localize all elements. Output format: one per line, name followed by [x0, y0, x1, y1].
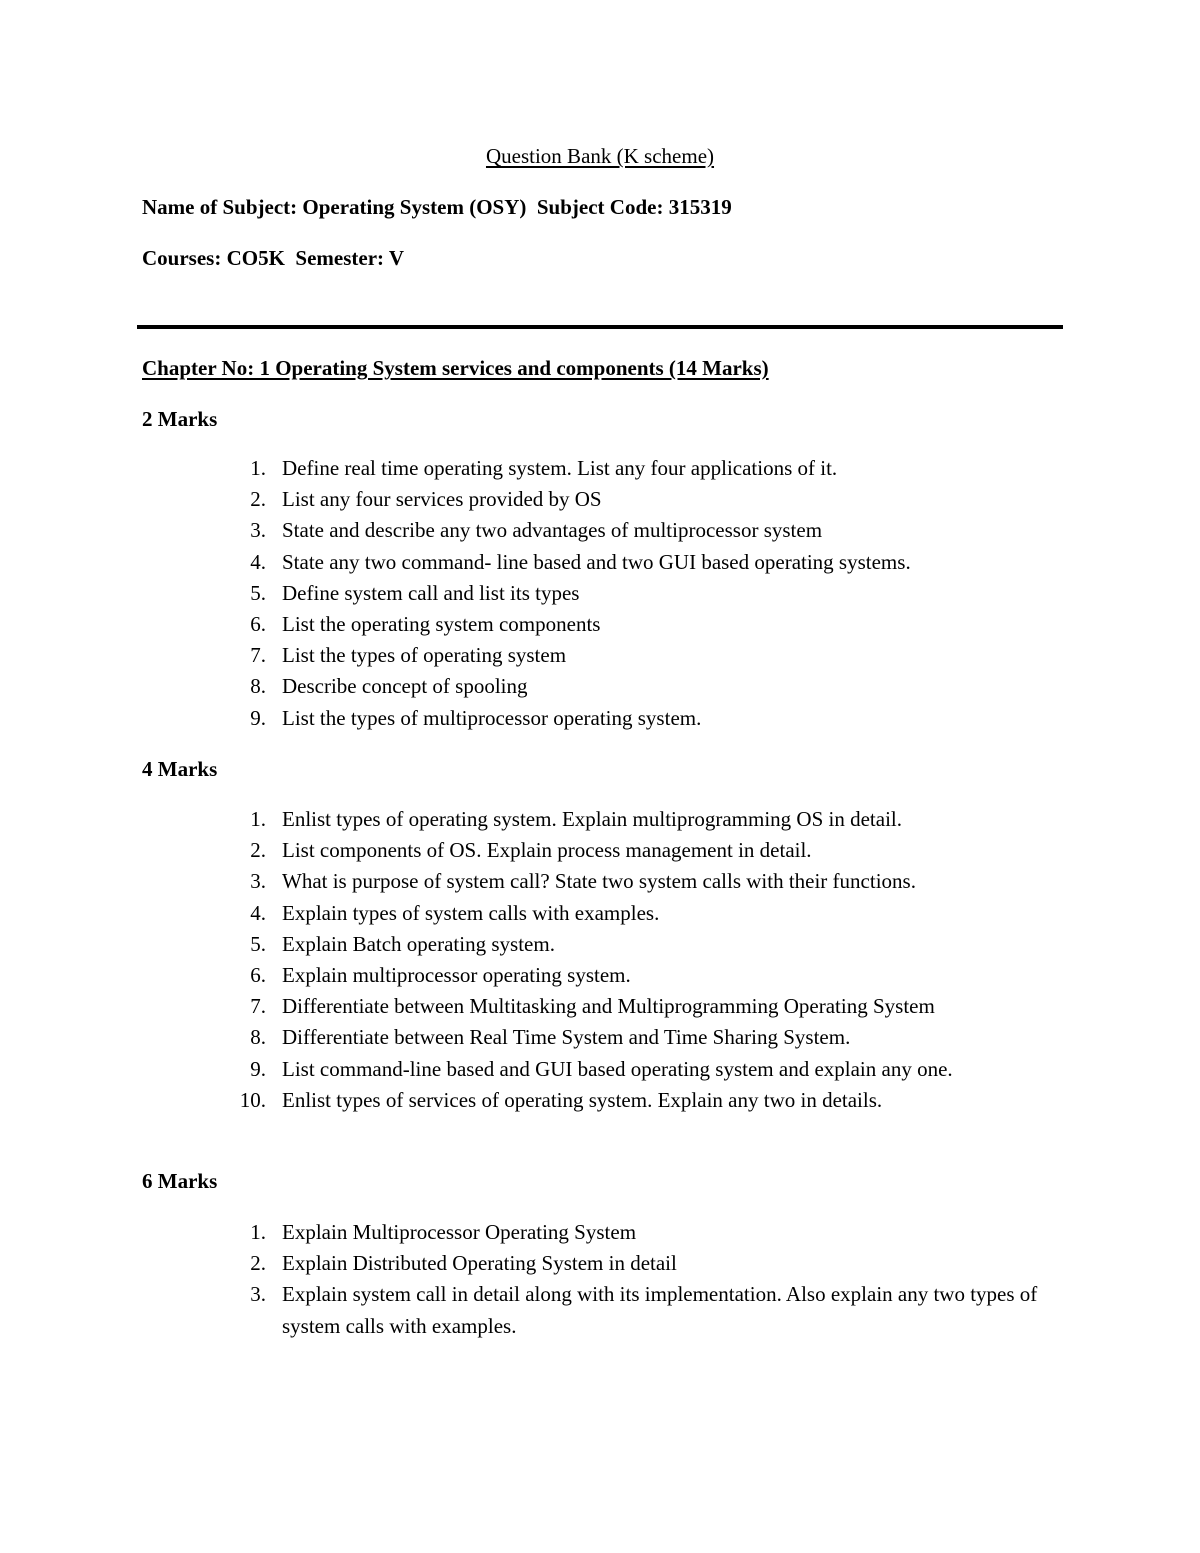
- question-item: 4. State any two command- line based and two GUI based operating systems.: [250, 549, 911, 574]
- question-item: 8. Describe concept of spooling: [250, 674, 528, 699]
- question-item: 3. Explain system call in detail along with its implementation. Also explain any two types of system calls with examples.: [250, 1282, 1038, 1338]
- section-heading-4-marks: 4 Marks: [142, 757, 218, 781]
- question-item: 6. List the operating system components: [250, 612, 601, 637]
- question-item: 7. Differentiate between Multitasking and Multiprogramming Operating System: [250, 994, 935, 1019]
- question-item: 5. Explain Batch operating system.: [250, 931, 555, 956]
- question-item: 1. Enlist types of operating system. Explain multiprogramming OS in detail.: [250, 807, 903, 831]
- course-line: [142, 244, 404, 272]
- question-item: 5. Define system call and list its types: [250, 580, 580, 605]
- question-item: 6. Explain multiprocessor operating system.: [250, 963, 631, 988]
- question-item: 9. List command-line based and GUI based operating system and explain any one.: [250, 1056, 953, 1081]
- question-item: 3. What is purpose of system call? State two system calls with their functions.: [250, 869, 916, 894]
- question-item: 7. List the types of operating system: [250, 643, 567, 668]
- divider-rule: [137, 325, 1063, 329]
- question-item: 2. Explain Distributed Operating System in detail: [250, 1251, 677, 1276]
- question-list-2-marks: [240, 453, 1060, 734]
- question-item: 10. Enlist types of services of operating system. Explain any two in details.: [239, 1087, 883, 1112]
- question-item: 2. List any four services provided by OS: [250, 487, 602, 512]
- question-item: 4. Explain types of system calls with examples.: [250, 900, 660, 925]
- semester: Semester: V: [295, 246, 405, 270]
- page-title: Question Bank (K scheme): [485, 144, 715, 168]
- subject-code: Subject Code: 315319: [536, 195, 732, 219]
- chapter-heading: Chapter No: 1 Operating System services and components (14 Marks): [142, 356, 769, 380]
- subject-line: [142, 193, 732, 221]
- question-item: 8. Differentiate between Real Time System and Time Sharing System.: [250, 1025, 851, 1050]
- subject-name: Name of Subject: Operating System (OSY): [142, 195, 527, 219]
- section-heading-6-marks: 6 Marks: [142, 1169, 218, 1193]
- question-list-4-marks: [240, 804, 1060, 1116]
- question-list-6-marks: [240, 1217, 1060, 1342]
- question-item: 9. List the types of multiprocessor operating system.: [250, 705, 702, 730]
- section-heading-2-marks: 2 Marks: [142, 407, 218, 431]
- question-item: 1. Explain Multiprocessor Operating System: [250, 1220, 637, 1244]
- question-item: 1. Define real time operating system. List any four applications of it.: [250, 456, 838, 480]
- question-item: 2. List components of OS. Explain process management in detail.: [250, 838, 812, 863]
- question-item: 3. State and describe any two advantages of multiprocessor system: [250, 518, 823, 543]
- courses: Courses: CO5K: [142, 246, 285, 270]
